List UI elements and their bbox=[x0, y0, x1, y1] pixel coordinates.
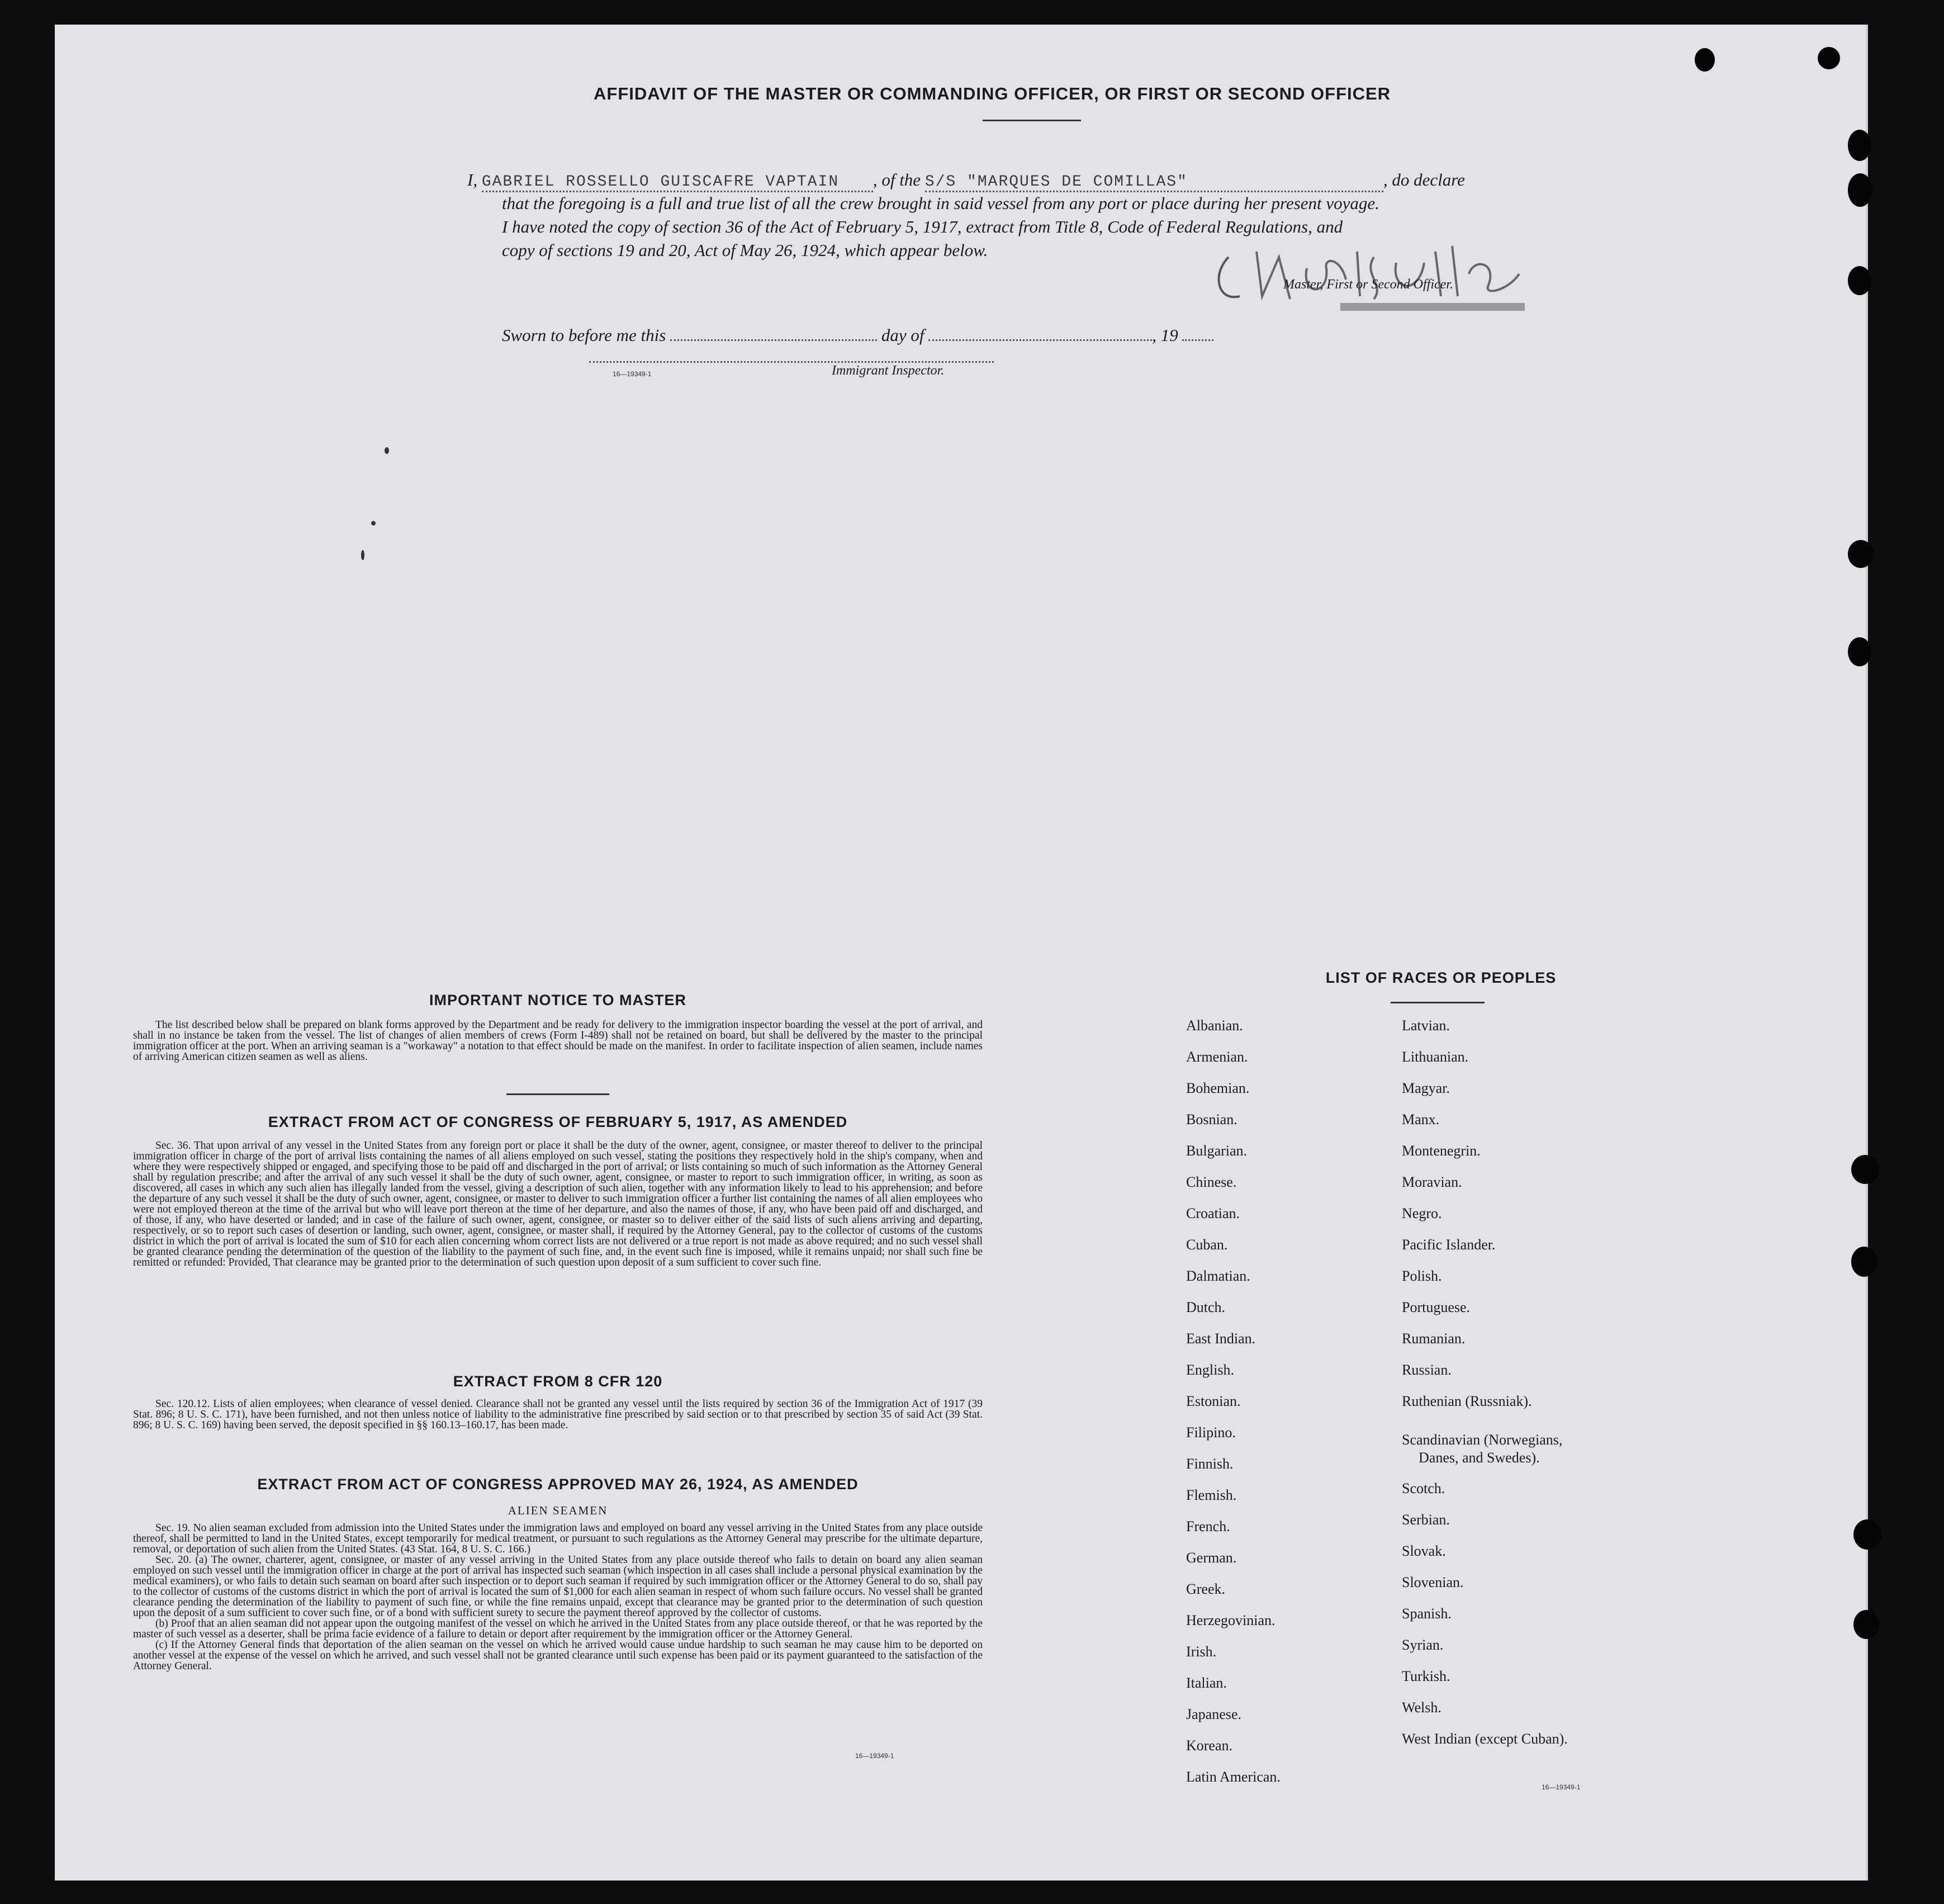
race-item: Slovenian. bbox=[1402, 1574, 1464, 1590]
race-item: Ruthenian (Russniak). bbox=[1402, 1393, 1532, 1409]
races-left-column bbox=[1186, 1017, 1281, 1800]
race-item: Italian. bbox=[1186, 1675, 1227, 1691]
race-item: East Indian. bbox=[1186, 1330, 1256, 1347]
races-form-number: 16—19349-1 bbox=[1542, 1783, 1581, 1791]
form-page bbox=[55, 25, 1868, 1881]
affidavit-line-2: that the foregoing is a full and true list of all the crew brought in said vessel from any port or place during her present voyage. bbox=[502, 193, 1379, 213]
race-item: Estonian. bbox=[1186, 1393, 1241, 1409]
race-item: Magyar. bbox=[1402, 1080, 1450, 1096]
section-36-paragraph: Sec. 36. That upon arrival of any vessel in the United States from any foreign port or place it shall be the duty of the owner, agent, consignee, or master thereof to deliver to the principal immigration officer in charge of the port of arrival lists containing the names of all aliens employed on such vessel, stating the positions they respectively hold in the ship's company, when and where they were respectively shipped or engaged, and specifying those to be paid off and discharged in the port of arrival; or lists containing so much of such information as the Attorney General shall by regulation prescribe; and after the arrival of any such vessel it shall be the duty of such owner, agent, consignee, or master to report to such immigration officer, in writing, as soon as discovered, all cases in which any such alien has illegally landed from the vessel, giving a description of such alien, together with any information likely to lead to his apprehension; and before the departure of any such vessel it shall be the duty of such owner, agent, consignee, or master to deliver to such immigration officer a further list containing the names of all alien employees who were not employed thereon at the time of the arrival but who will leave port thereon at the time of her departure, and also the names of those, if any, who have been paid off and discharged, and of those, if any, who have deserted or landed; and in case of the failure of such owner, agent, consignee, or master so to deliver either of the said lists of such aliens arriving and departing, respectively, or so to report such cases of desertion or landing, such owner, agent, consignee, or master shall, if required by the Attorney General, pay to the collector of customs of the customs district in which the port of arrival is located the sum of $10 for each alien concerning whom correct lists are not delivered or a true report is not made as above required; and no such vessel shall be granted clearance pending the determination of the question of the liability to the payment of such fine, and, in the event such fine is imposed, while it remains unpaid; nor shall such fine be remitted or refunded: Provided, That clearance may be granted prior to the determination of such question upon deposit of a sum sufficient to cover such fine. bbox=[133, 1140, 983, 1268]
race-item: Albanian. bbox=[1186, 1017, 1243, 1034]
line1-prefix: I, bbox=[467, 170, 478, 190]
extract-1924-title: EXTRACT FROM ACT OF CONGRESS APPROVED MAY 26, 1924, AS AMENDED bbox=[257, 1476, 859, 1493]
race-item: Cuban. bbox=[1186, 1237, 1228, 1253]
sworn-day-label: day of bbox=[881, 325, 924, 345]
notice-body bbox=[133, 1020, 983, 1062]
race-item-continued: Danes, and Swedes). bbox=[1419, 1450, 1540, 1466]
race-item: Filipino. bbox=[1186, 1424, 1236, 1441]
master-name-field[interactable] bbox=[482, 170, 873, 192]
race-item: Scotch. bbox=[1402, 1480, 1445, 1496]
race-item: Chinese. bbox=[1186, 1174, 1237, 1190]
punch-hole bbox=[1851, 1247, 1877, 1277]
section-19-paragraph: Sec. 19. No alien seaman excluded from admission into the United States under the immigration laws and employed on board any vessel arriving in the United States from any place outside thereof, shall be permitted to land in the United States, except temporarily for medical treatment, or pursuant to such regulations as the Attorney General may prescribe for the ultimate departure, removal, or deportation of such alien from the United States. (43 Stat. 164, 8 U. S. C. 166.) bbox=[133, 1522, 983, 1555]
race-item: Latvian. bbox=[1402, 1017, 1450, 1034]
race-item: Flemish. bbox=[1186, 1487, 1237, 1503]
punch-hole bbox=[1848, 540, 1874, 568]
extract-cfr-title: EXTRACT FROM 8 CFR 120 bbox=[453, 1373, 663, 1390]
section-20b-paragraph: (b) Proof that an alien seaman did not appear upon the outgoing manifest of the vessel on which he arrived in the United States from any place outside thereof, or that he was reported by the master of such vessel as a deserter, shall be prima facie evidence of a failure to detain or deport after requirement by the immigration officer or the Attorney General. bbox=[133, 1618, 983, 1640]
inspector-caption: Immigrant Inspector. bbox=[832, 363, 945, 378]
punch-hole bbox=[1848, 266, 1871, 295]
section-20a-paragraph: Sec. 20. (a) The owner, charterer, agent, consignee, or master of any vessel arriving in the United States from any place outside thereof who fails to detain on board any alien seaman employed on such vessel until the immigration officer in charge at the port of arrival has inspected such seaman (which inspection in all cases shall include a personal physical examination by the medical examiners), or who fails to detain such seaman on board after such inspection or to deport such seaman if required by such immigration officer or the Attorney General to do so, shall pay to the collector of customs of the customs district in which the port of arrival is located the sum of $1,000 for each alien seaman in respect of whom such failure occurs. No vessel shall be granted clearance pending the determination of the liability to payment of such fine, or while the fine remains unpaid, except that clearance may be granted prior to the determination of such question upon the deposit of a sum sufficient to cover such fine, or of a bond with sufficient surety to secure the payment thereof approved by the collector of customs. bbox=[133, 1554, 983, 1619]
affidavit-title: AFFIDAVIT OF THE MASTER OR COMMANDING OFFICER, OR FIRST OR SECOND OFFICER bbox=[594, 84, 1391, 103]
race-item: German. bbox=[1186, 1550, 1237, 1566]
master-name-value: GABRIEL ROSSELLO GUISCAFRE VAPTAIN bbox=[481, 173, 840, 191]
extract-form-number: 16—19349-1 bbox=[855, 1752, 894, 1760]
punch-hole bbox=[1848, 637, 1871, 666]
race-item: Serbian. bbox=[1402, 1512, 1450, 1528]
vessel-name-field[interactable] bbox=[925, 170, 1383, 192]
races-title: LIST OF RACES OR PEOPLES bbox=[1325, 969, 1557, 986]
punch-hole bbox=[1851, 1155, 1879, 1184]
race-item: Rumanian. bbox=[1402, 1330, 1466, 1347]
sworn-year-field[interactable] bbox=[1182, 328, 1213, 341]
affidavit-line-3: I have noted the copy of section 36 of the Act of February 5, 1917, extract from Title 8, Code of Federal Regulations, and bbox=[502, 217, 1343, 236]
signature-caption: Master, First or Second Officer. bbox=[1283, 277, 1453, 292]
extract-1924-body bbox=[133, 1523, 983, 1671]
race-item: Latin American. bbox=[1186, 1769, 1281, 1785]
race-item: Moravian. bbox=[1402, 1174, 1462, 1190]
section-120-12-paragraph: Sec. 120.12. Lists of alien employees; when clearance of vessel denied. Clearance shall not be granted any vessel until the lists required by section 36 of the Immigration Act of 1917 (39 Stat. 896; 8 U. S. C. 171), have been furnished, and not then unless notice of liability to the administrative fine prescribed by said section or to that prescribed by section 35 of said Act (39 Stat. 896; 8 U. S. C. 169) having been served, the deposit specified in §§ 160.13–160.17, has been made. bbox=[133, 1398, 983, 1431]
race-item: Finnish. bbox=[1186, 1456, 1234, 1472]
affidavit-line-4: copy of sections 19 and 20, Act of May 26, 1924, which appear below. bbox=[502, 240, 988, 260]
vessel-name-value: S/S "MARQUES DE COMILLAS" bbox=[924, 173, 1188, 191]
race-item: Syrian. bbox=[1402, 1637, 1444, 1653]
notice-title: IMPORTANT NOTICE TO MASTER bbox=[429, 992, 686, 1008]
inspector-signature-line[interactable] bbox=[589, 360, 994, 363]
stray-mark bbox=[361, 550, 364, 560]
punch-hole bbox=[1853, 1610, 1879, 1639]
race-item: Bosnian. bbox=[1186, 1111, 1237, 1128]
sworn-line bbox=[502, 325, 1213, 345]
affidavit-line-1 bbox=[467, 170, 1465, 192]
race-item: Montenegrin. bbox=[1402, 1143, 1481, 1159]
race-item: Japanese. bbox=[1186, 1706, 1241, 1722]
alien-seamen-subtitle: ALIEN SEAMEN bbox=[508, 1504, 608, 1517]
stray-mark bbox=[385, 447, 389, 454]
race-item: Greek. bbox=[1186, 1581, 1226, 1597]
extract-1917-body bbox=[133, 1140, 983, 1268]
title-rule bbox=[983, 120, 1081, 121]
race-item: Herzegovinian. bbox=[1186, 1612, 1276, 1628]
race-item: Irish. bbox=[1186, 1643, 1217, 1660]
race-item: Dutch. bbox=[1186, 1299, 1226, 1315]
extract-1917-title: EXTRACT FROM ACT OF CONGRESS OF FEBRUARY 5, 1917, AS AMENDED bbox=[268, 1114, 848, 1130]
race-item: English. bbox=[1186, 1362, 1234, 1378]
affidavit-form-number: 16—19349-1 bbox=[613, 370, 652, 378]
race-item: Pacific Islander. bbox=[1402, 1237, 1496, 1253]
punch-hole bbox=[1818, 47, 1840, 69]
race-item: Croatian. bbox=[1186, 1205, 1240, 1221]
sworn-date-field[interactable] bbox=[670, 328, 877, 341]
sworn-prefix: Sworn to before me this bbox=[502, 325, 666, 345]
races-right-column bbox=[1402, 1017, 1568, 1762]
punch-hole bbox=[1848, 130, 1871, 161]
race-item: Dalmatian. bbox=[1186, 1268, 1250, 1284]
race-item: Welsh. bbox=[1402, 1699, 1442, 1716]
sworn-year-label: , 19 bbox=[1152, 325, 1178, 345]
extract-cfr-body bbox=[133, 1399, 983, 1431]
line1-suffix: , do declare bbox=[1383, 170, 1465, 190]
race-item: Korean. bbox=[1186, 1737, 1233, 1754]
stray-mark bbox=[371, 521, 376, 525]
race-item: Bulgarian. bbox=[1186, 1143, 1248, 1159]
section-20c-paragraph: (c) If the Attorney General finds that deportation of the alien seaman on the vessel on which he arrived would cause undue hardship to such seaman he may cause him to be deported on another vessel at the expense of the vessel on which he arrived, and such vessel shall not be granted clearance until such expense has been paid or its payment guaranteed to the satisfaction of the Attorney General. bbox=[133, 1639, 983, 1672]
punch-hole bbox=[1848, 173, 1872, 207]
race-item: Russian. bbox=[1402, 1362, 1452, 1378]
race-item: Polish. bbox=[1402, 1268, 1442, 1284]
race-item: Manx. bbox=[1402, 1111, 1440, 1128]
race-item: French. bbox=[1186, 1518, 1230, 1534]
line1-mid: , of the bbox=[873, 170, 921, 190]
notice-rule bbox=[506, 1093, 609, 1095]
notice-paragraph: The list described below shall be prepared on blank forms approved by the Department and be ready for delivery to the immigration inspector boarding the vessel at the port of arrival, and shall in no instance be taken from the vessel. The list of changes of alien members of crews (Form I-489) shall not be retained on board, but shall be delivered by the master to the principal immigration officer at the port. When an arriving seaman is a "workaway" a notation to that effect should be made on the manifest. In order to facilitate inspection of alien seamen, include names of arriving American citizen seamen as well as aliens. bbox=[133, 1019, 983, 1063]
race-item: Spanish. bbox=[1402, 1605, 1452, 1622]
punch-hole bbox=[1853, 1519, 1881, 1550]
race-item: Bohemian. bbox=[1186, 1080, 1250, 1096]
race-item: Lithuanian. bbox=[1402, 1049, 1469, 1065]
race-item: Portuguese. bbox=[1402, 1299, 1471, 1315]
race-item: West Indian (except Cuban). bbox=[1402, 1731, 1568, 1747]
race-item: Armenian. bbox=[1186, 1049, 1248, 1065]
race-item: Scandinavian (Norwegians, bbox=[1402, 1432, 1563, 1448]
race-item: Turkish. bbox=[1402, 1668, 1450, 1684]
punch-hole bbox=[1695, 48, 1715, 72]
races-rule bbox=[1391, 1002, 1485, 1003]
sworn-month-field[interactable] bbox=[928, 328, 1152, 341]
race-item: Slovak. bbox=[1402, 1543, 1446, 1559]
race-item: Negro. bbox=[1402, 1205, 1442, 1221]
